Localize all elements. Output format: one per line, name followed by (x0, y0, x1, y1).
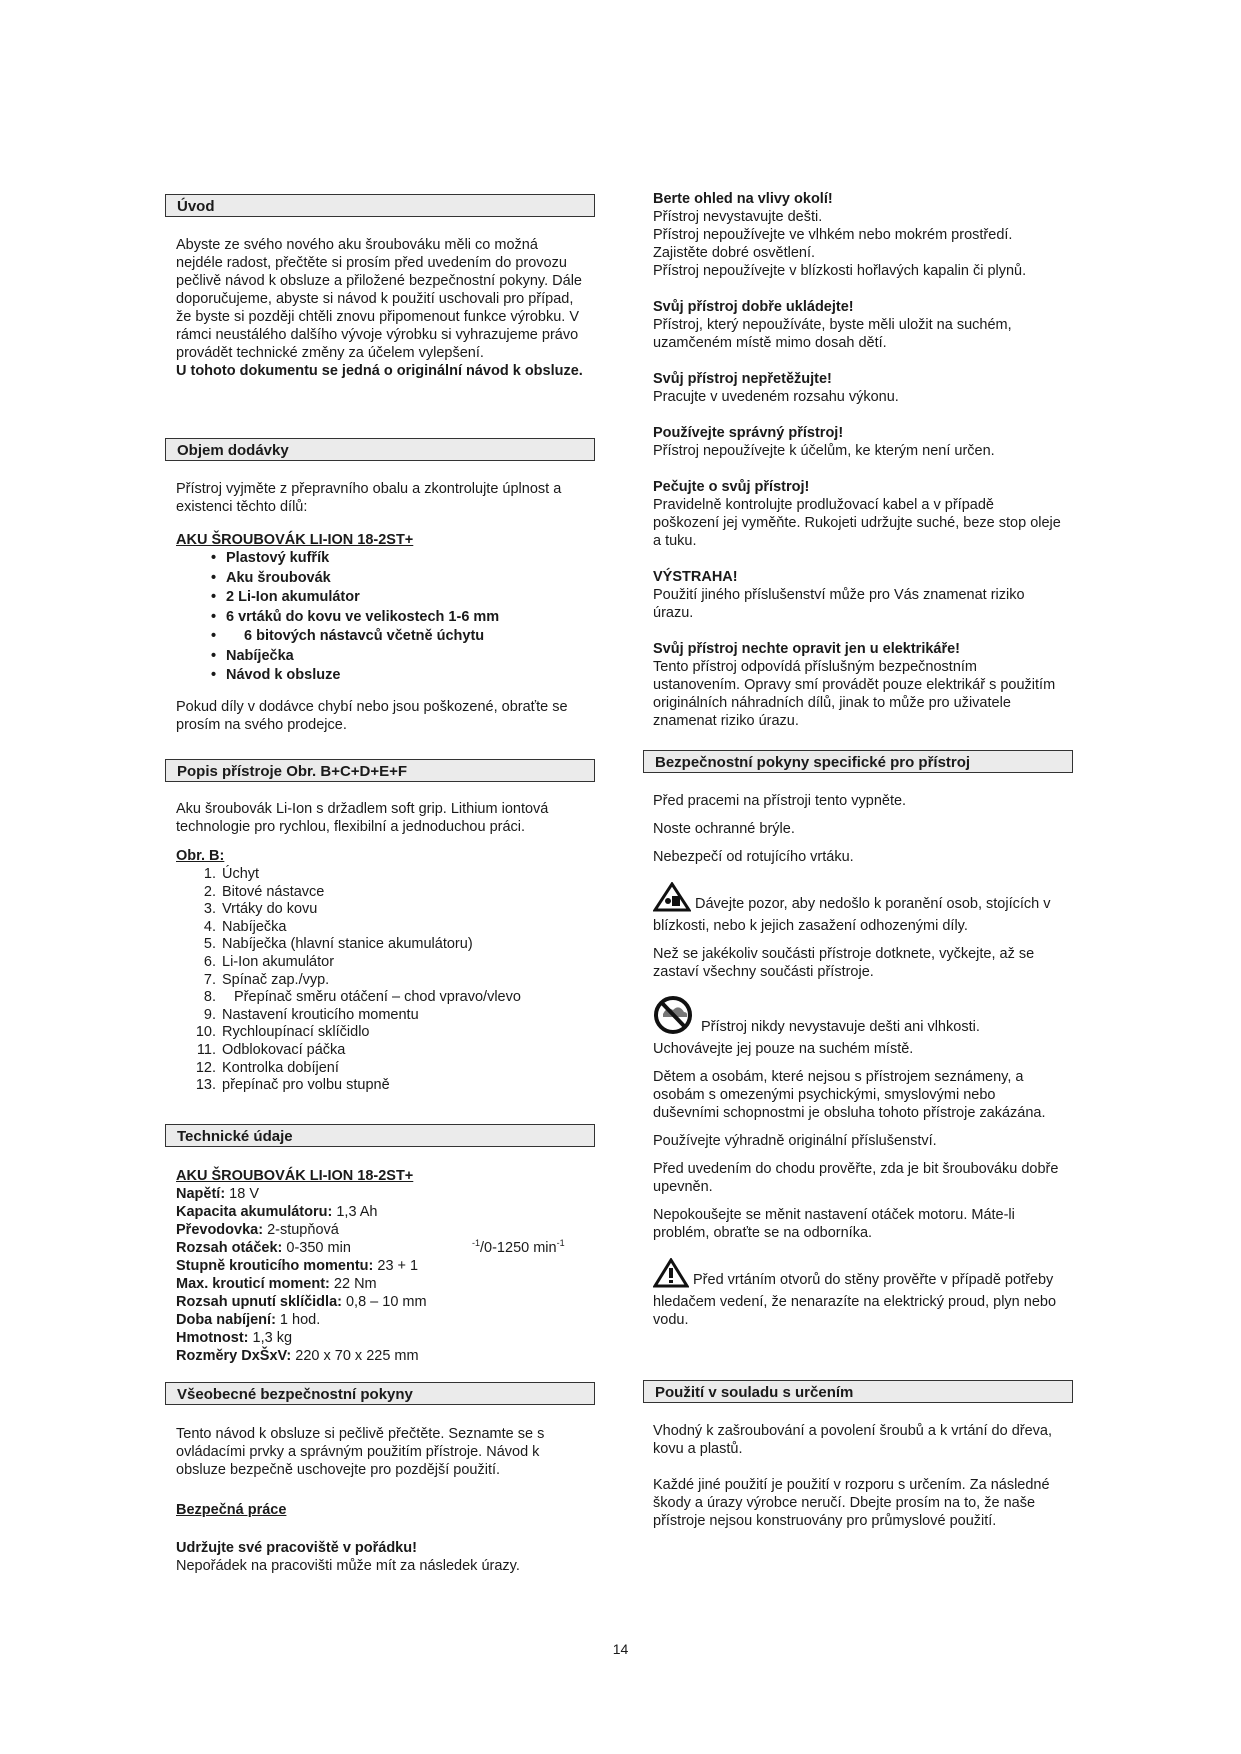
safe-work-subheading: Bezpečná práce (176, 1502, 287, 1518)
exclamation-triangle-icon (653, 1258, 689, 1293)
heading-specific-safety: Bezpečnostní pokyny specifické pro přístroj (643, 750, 1073, 773)
list-item: 11. Odblokovací páčka (196, 1041, 346, 1058)
list-item: 4. Nabíječka (203, 918, 287, 935)
repair-title: Svůj přístroj nechte opravit jen u elektrikáře! (653, 641, 961, 657)
list-item: 10. Rychloupínací sklíčidlo (195, 1024, 370, 1041)
heading-vseob: Všeobecné bezpečnostní pokyny (165, 1382, 595, 1405)
spec-row: Max. krouticí moment: 22 Nm (176, 1276, 377, 1292)
order-text: Nepořádek na pracovišti může mít za následek úrazy. (176, 1558, 520, 1574)
env-title: Berte ohled na vlivy okolí! (653, 191, 833, 207)
right-tool-text: Přístroj nepoužívejte k účelům, ke kterým není určen. (653, 443, 995, 459)
spec-row: Stupně krouticího momentu: 23 + 1 (176, 1258, 419, 1274)
delivery-list (176, 549, 586, 686)
spec-paragraph: Používejte výhradně originální příslušenství. (653, 1133, 937, 1149)
spec-row: Rozměry DxŠxV: 220 x 70 x 225 mm (176, 1348, 419, 1364)
wall-drilling-warning: Před vrtáním otvorů do stěny prověřte v případě potřeby hledačem vedení, že nenarazíte na elektrický proud, plyn nebo vodu. (653, 1258, 1063, 1329)
list-item: • Nabíječka (176, 647, 586, 667)
objem-intro: Přístroj vyjměte z přepravního obalu a zkontrolujte úplnost a existenci těchto dílů: (176, 481, 562, 515)
figure-label: Obr. B: (176, 848, 225, 864)
rain-warning: Přístroj nikdy nevystavuje dešti ani vlhkosti. Uchovávejte jej pouze na suchém místě. (653, 995, 1063, 1058)
spec-row: Hmotnost: 1,3 kg (176, 1330, 293, 1346)
heading-popis: Popis přístroje Obr. B+C+D+E+F (165, 759, 595, 782)
right-tool-title: Používejte správný přístroj! (653, 425, 844, 441)
list-item: • 2 Li-Ion akumulátor (176, 588, 586, 608)
spec-row: Rozsah otáček: 0-350 min $^{-1}$/0-1250 $\min^{-1}$ (176, 1238, 565, 1256)
right-general-rules (653, 190, 1063, 730)
tech-product-title: AKU ŠROUBOVÁK LI-ION 18-2ST+ (176, 1168, 414, 1184)
parts-list (176, 865, 586, 1094)
objem-product-title: AKU ŠROUBOVÁK LI-ION 18-2ST+ (176, 532, 414, 548)
warning-text: Použití jiného příslušenství může pro Vás znamenat riziko úrazu. (653, 587, 1025, 621)
list-item: • Plastový kufřík (176, 549, 586, 569)
spec-row: Převodovka: 2-stupňová (176, 1222, 339, 1238)
heading-objem: Objem dodávky (165, 438, 595, 461)
spec-paragraph: Před uvedením do chodu prověřte, zda je bit šroubováku dobře upevněn. (653, 1161, 1059, 1195)
list-item: 5. Nabíječka (hlavní stanice akumulátoru) (203, 936, 473, 953)
env-line: Přístroj nevystavujte dešti. (653, 209, 823, 225)
overload-text: Pracujte v uvedeném rozsahu výkonu. (653, 389, 899, 405)
use-paragraph: Vhodný k zašroubování a povolení šroubů a k vrtání do dřeva, kovu a plastů. (653, 1423, 1052, 1457)
list-item: 1. Úchyt (203, 866, 260, 882)
no-rain-icon (653, 995, 697, 1040)
list-item: 6. Li-Ion akumulátor (203, 953, 335, 970)
list-item: • 6 vrtáků do kovu ve velikostech 1-6 mm (176, 608, 586, 628)
list-item: 13. přepínač pro volbu stupně (195, 1077, 390, 1094)
list-item: 3. Vrtáky do kovu (203, 901, 318, 918)
list-item: • Aku šroubovák (176, 569, 586, 589)
vseob-section (176, 1425, 586, 1575)
overload-title: Svůj přístroj nepřetěžujte! (653, 371, 832, 387)
heading-tech: Technické údaje (165, 1124, 595, 1147)
uvod-original-note: U tohoto dokumentu se jedná o originální návod k obsluze. (176, 363, 583, 379)
spec-row: Doba nabíjení: 1 hod. (176, 1312, 321, 1328)
env-line: Přístroj nepoužívejte ve vlhkém nebo mokrém prostředí. (653, 227, 1013, 243)
heading-intended-use: Použití v souladu s určením (643, 1380, 1073, 1403)
list-item: 8. Přepínač směru otáčení – chod vpravo/vlevo (203, 989, 521, 1006)
spec-paragraph: Nepokoušejte se měnit nastavení otáček motoru. Máte-li problém, obraťte se na odborníka. (653, 1207, 1015, 1241)
popis-intro: Aku šroubovák Li-Ion s držadlem soft grip. Lithium iontová technologie pro rychlou, flexibilní a jednoduchou práci. (176, 801, 549, 835)
spec-paragraph: Před pracemi na přístroji tento vypněte. (653, 793, 907, 809)
objem-outro: Pokud díly v dodávce chybí nebo jsou poškozené, obraťte se prosím na svého prodejce. (176, 698, 568, 733)
uvod-paragraph: Abyste ze svého nového aku šroubováku měli co možná nejdéle radost, přečtěte si prosím před uvedením do provozu pečlivě návod k obsluze a přiložené bezpečnostní pokyny. Dále doporučujeme, abyste si návod k použití uschovali pro případ, že byste si později chtěli znovu připomenout funkce výrobku. V rámci neustálého dalšího vývoje výrobku si vyhrazujeme právo provádět technické změny za účelem vylepšení. (176, 237, 582, 361)
spec-row: Rozsah upnutí sklíčidla: 0,8 – 10 mm (176, 1294, 427, 1310)
use-paragraph: Každé jiné použití je použití v rozporu s určením. Za následné škody a úrazy výrobce neručí. Dbejte prosím na to, že naše přístroje nejsou konstruovány pro průmyslové použití. (653, 1477, 1050, 1529)
repair-text: Tento přístroj odpovídá příslušným bezpečnostním ustanovením. Opravy smí provádět pouze elektrikář s použitím originálních náhradních dílů, jinak to může pro uživatele znamenat riziko úrazu. (653, 659, 1056, 729)
spec-paragraph: Nebezpečí od rotujícího vrtáku. (653, 849, 854, 865)
env-line: Přístroj nepoužívejte v blízkosti hořlavých kapalin či plynů. (653, 263, 1027, 279)
injury-warning: Dávejte pozor, aby nedošlo k poranění osob, stojících v blízkosti, nebo k jejich zasažení odhozenými díly. (653, 882, 1063, 935)
care-text: Pravidelně kontrolujte prodlužovací kabel a v případě poškození jej vyměňte. Rukojeti udržujte suché, beze stop oleje a tuku. (653, 497, 1061, 549)
uvod-section (176, 236, 586, 380)
list-item: • 6 bitových nástavců včetně úchytu (176, 627, 586, 647)
store-title: Svůj přístroj dobře ukládejte! (653, 299, 854, 315)
warning-triangle-icon (653, 882, 691, 917)
intended-use-section (653, 1422, 1063, 1530)
warning-title: VÝSTRAHA! (653, 569, 738, 585)
heading-uvod: Úvod (165, 194, 595, 217)
spec-paragraph: Dětem a osobám, které nejsou s přístrojem seznámeny, a osobám s omezenými psychickými, smyslovými nebo duševními schopnostmi je obsluha tohoto přístroje zakázána. (653, 1069, 1046, 1121)
care-title: Pečujte o svůj přístroj! (653, 479, 810, 495)
order-title: Udržujte své pracoviště v pořádku! (176, 1540, 417, 1556)
specific-safety-section (653, 792, 1063, 1329)
store-text: Přístroj, který nepoužíváte, byste měli uložit na suchém, uzamčeném místě mimo dosah dětí. (653, 317, 1012, 351)
vseob-paragraph: Tento návod k obsluze si pečlivě přečtěte. Seznamte se s ovládacími prvky a správným použitím přístroje. Návod k obsluze bezpečně uschovejte pro pozdější použití. (176, 1426, 545, 1478)
popis-section (176, 800, 586, 1094)
list-item: 12. Kontrolka dobíjení (195, 1059, 339, 1076)
spec-row: Napětí: 18 V (176, 1186, 260, 1202)
page-number: 14 (612, 1641, 629, 1657)
spec-paragraph: Noste ochranné brýle. (653, 821, 795, 837)
list-item: • Návod k obsluze (176, 666, 586, 686)
list-item: 9. Nastavení krouticího momentu (203, 1006, 419, 1023)
list-item: 2. Bitové nástavce (203, 883, 325, 900)
spec-row: Kapacita akumulátoru: 1,3 Ah (176, 1204, 378, 1220)
env-line: Zajistěte dobré osvětlení. (653, 245, 816, 261)
tech-section (176, 1167, 596, 1365)
spec-paragraph: Než se jakékoliv součásti přístroje dotknete, vyčkejte, až se zastaví všechny součásti přístroje. (653, 946, 1035, 980)
list-item: 7. Spínač zap./vyp. (203, 971, 330, 988)
objem-section (176, 480, 586, 734)
